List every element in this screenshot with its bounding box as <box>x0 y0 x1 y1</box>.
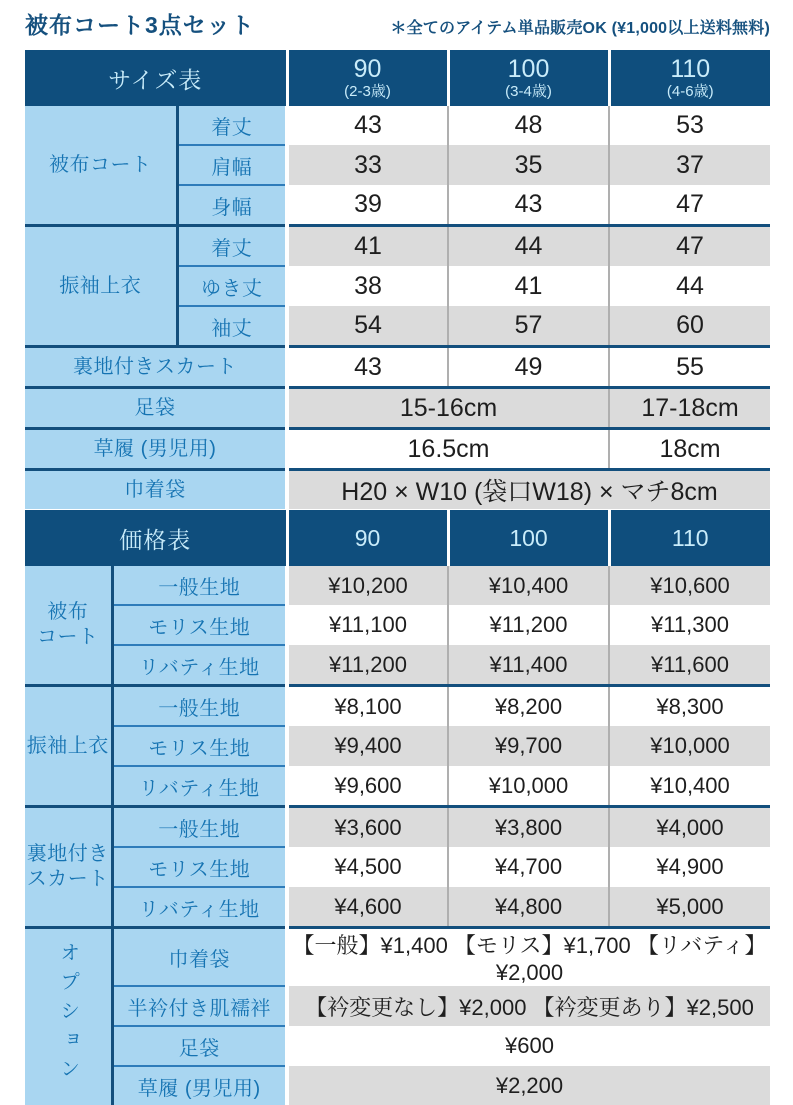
table-title-cell: 価格表 <box>25 510 287 566</box>
column-size-label: 110 <box>611 55 771 84</box>
value-cell: ¥600 <box>287 1026 770 1066</box>
value-cell: ¥10,200 <box>287 566 448 605</box>
size-column-header: 100 <box>448 510 609 566</box>
value-cell: 48 <box>448 106 609 145</box>
group-label: 足袋 <box>25 388 287 429</box>
value-cell: 47 <box>609 226 770 267</box>
group-label: 巾着袋 <box>25 470 287 510</box>
table-row <box>25 887 770 928</box>
table-row <box>25 429 770 470</box>
value-cell: H20 × W10 (袋口W18) × マチ8cm <box>287 470 770 510</box>
table-row <box>25 986 770 1026</box>
value-cell: ¥4,500 <box>287 847 448 887</box>
group-label: 被布コート <box>25 106 177 226</box>
value-cell: 44 <box>609 266 770 306</box>
group-label: 裏地付き スカート <box>25 807 112 928</box>
value-cell: 57 <box>448 306 609 347</box>
row-label: リバティ生地 <box>112 645 287 686</box>
topbar <box>25 12 770 40</box>
row-label: 着丈 <box>177 226 287 267</box>
table-row <box>25 686 770 727</box>
table-row <box>25 1066 770 1105</box>
value-cell: ¥8,100 <box>287 686 448 727</box>
row-label: 一般生地 <box>112 807 287 848</box>
value-cell: ¥5,000 <box>609 887 770 928</box>
value-cell: 【一般】¥1,400 【モリス】¥1,700 【リバティ】¥2,000 <box>287 928 770 987</box>
value-cell: ¥4,900 <box>609 847 770 887</box>
value-cell: 37 <box>609 145 770 185</box>
size-column-header: 110 <box>609 510 770 566</box>
value-cell: 41 <box>287 226 448 267</box>
column-age-label: (4-6歳) <box>611 83 771 101</box>
value-cell: 41 <box>448 266 609 306</box>
row-label: 巾着袋 <box>112 928 287 987</box>
value-cell: 39 <box>287 185 448 226</box>
value-cell: ¥11,300 <box>609 605 770 645</box>
table-row <box>25 645 770 686</box>
value-cell: ¥4,600 <box>287 887 448 928</box>
column-age-label: (3-4歳) <box>450 83 608 101</box>
table-row <box>25 106 770 145</box>
value-cell: 53 <box>609 106 770 145</box>
size-column-header <box>448 50 609 106</box>
size-column-header: 90 <box>287 510 448 566</box>
table-row <box>25 766 770 807</box>
row-label: 袖丈 <box>177 306 287 347</box>
value-cell: 43 <box>287 106 448 145</box>
row-label: リバティ生地 <box>112 766 287 807</box>
table-row <box>25 847 770 887</box>
row-label: 半衿付き肌襦袢 <box>112 986 287 1026</box>
table-row <box>25 1026 770 1066</box>
value-cell: ¥10,400 <box>448 566 609 605</box>
value-cell: ¥11,200 <box>448 605 609 645</box>
sales-note: ＊全てのアイテム単品販売OK (¥1,000以上送料無料) <box>390 15 770 38</box>
row-label: 着丈 <box>177 106 287 145</box>
value-cell: 54 <box>287 306 448 347</box>
value-cell: ¥4,700 <box>448 847 609 887</box>
value-cell: ¥9,600 <box>287 766 448 807</box>
value-cell: ¥2,200 <box>287 1066 770 1105</box>
value-cell: ¥9,400 <box>287 726 448 766</box>
value-cell: 35 <box>448 145 609 185</box>
value-cell: ¥10,000 <box>609 726 770 766</box>
row-label: リバティ生地 <box>112 887 287 928</box>
value-cell: ¥10,400 <box>609 766 770 807</box>
group-label: 被布 コート <box>25 566 112 686</box>
value-cell: 43 <box>448 185 609 226</box>
table-row <box>25 388 770 429</box>
row-label: 一般生地 <box>112 566 287 605</box>
table-row <box>25 347 770 388</box>
value-cell: ¥9,700 <box>448 726 609 766</box>
table-row <box>25 566 770 605</box>
group-label: 裏地付きスカート <box>25 347 287 388</box>
column-age-label: (2-3歳) <box>289 83 447 101</box>
value-cell: 55 <box>609 347 770 388</box>
value-cell: 44 <box>448 226 609 267</box>
row-label: モリス生地 <box>112 726 287 766</box>
value-cell: ¥4,800 <box>448 887 609 928</box>
row-label: 草履 (男児用) <box>112 1066 287 1105</box>
value-cell: ¥8,200 <box>448 686 609 727</box>
value-cell: ¥3,600 <box>287 807 448 848</box>
value-cell: 33 <box>287 145 448 185</box>
size-table <box>25 50 770 509</box>
value-cell: ¥11,100 <box>287 605 448 645</box>
value-cell: 60 <box>609 306 770 347</box>
group-label: 草履 (男児用) <box>25 429 287 470</box>
group-label: 振袖上衣 <box>25 226 177 347</box>
value-cell: 15-16cm <box>287 388 609 429</box>
row-label: モリス生地 <box>112 605 287 645</box>
value-cell: 43 <box>287 347 448 388</box>
value-cell: ¥10,600 <box>609 566 770 605</box>
table-row <box>25 226 770 267</box>
value-cell: 16.5cm <box>287 429 609 470</box>
price-table <box>25 510 770 1105</box>
value-cell: ¥11,600 <box>609 645 770 686</box>
value-cell: 49 <box>448 347 609 388</box>
value-cell: ¥4,000 <box>609 807 770 848</box>
row-label: 一般生地 <box>112 686 287 727</box>
value-cell: ¥3,800 <box>448 807 609 848</box>
column-size-label: 90 <box>289 55 447 84</box>
row-label: ゆき丈 <box>177 266 287 306</box>
row-label: モリス生地 <box>112 847 287 887</box>
value-cell: ¥10,000 <box>448 766 609 807</box>
value-cell: 18cm <box>609 429 770 470</box>
value-cell: ¥11,200 <box>287 645 448 686</box>
table-row <box>25 726 770 766</box>
page-title: 被布コート3点セット <box>25 12 255 40</box>
value-cell: ¥8,300 <box>609 686 770 727</box>
value-cell: 38 <box>287 266 448 306</box>
value-cell: 47 <box>609 185 770 226</box>
row-label: 肩幅 <box>177 145 287 185</box>
table-row <box>25 807 770 848</box>
group-label: オプション <box>25 928 112 1105</box>
table-row <box>25 605 770 645</box>
table-title-cell: サイズ表 <box>25 50 287 106</box>
value-cell: 【衿変更なし】¥2,000 【衿変更あり】¥2,500 <box>287 986 770 1026</box>
value-cell: ¥11,400 <box>448 645 609 686</box>
row-label: 足袋 <box>112 1026 287 1066</box>
table-row <box>25 470 770 510</box>
size-column-header <box>609 50 770 106</box>
table-row <box>25 928 770 987</box>
row-label: 身幅 <box>177 185 287 226</box>
column-size-label: 100 <box>450 55 608 84</box>
group-label: 振袖上衣 <box>25 686 112 807</box>
size-column-header <box>287 50 448 106</box>
value-cell: 17-18cm <box>609 388 770 429</box>
